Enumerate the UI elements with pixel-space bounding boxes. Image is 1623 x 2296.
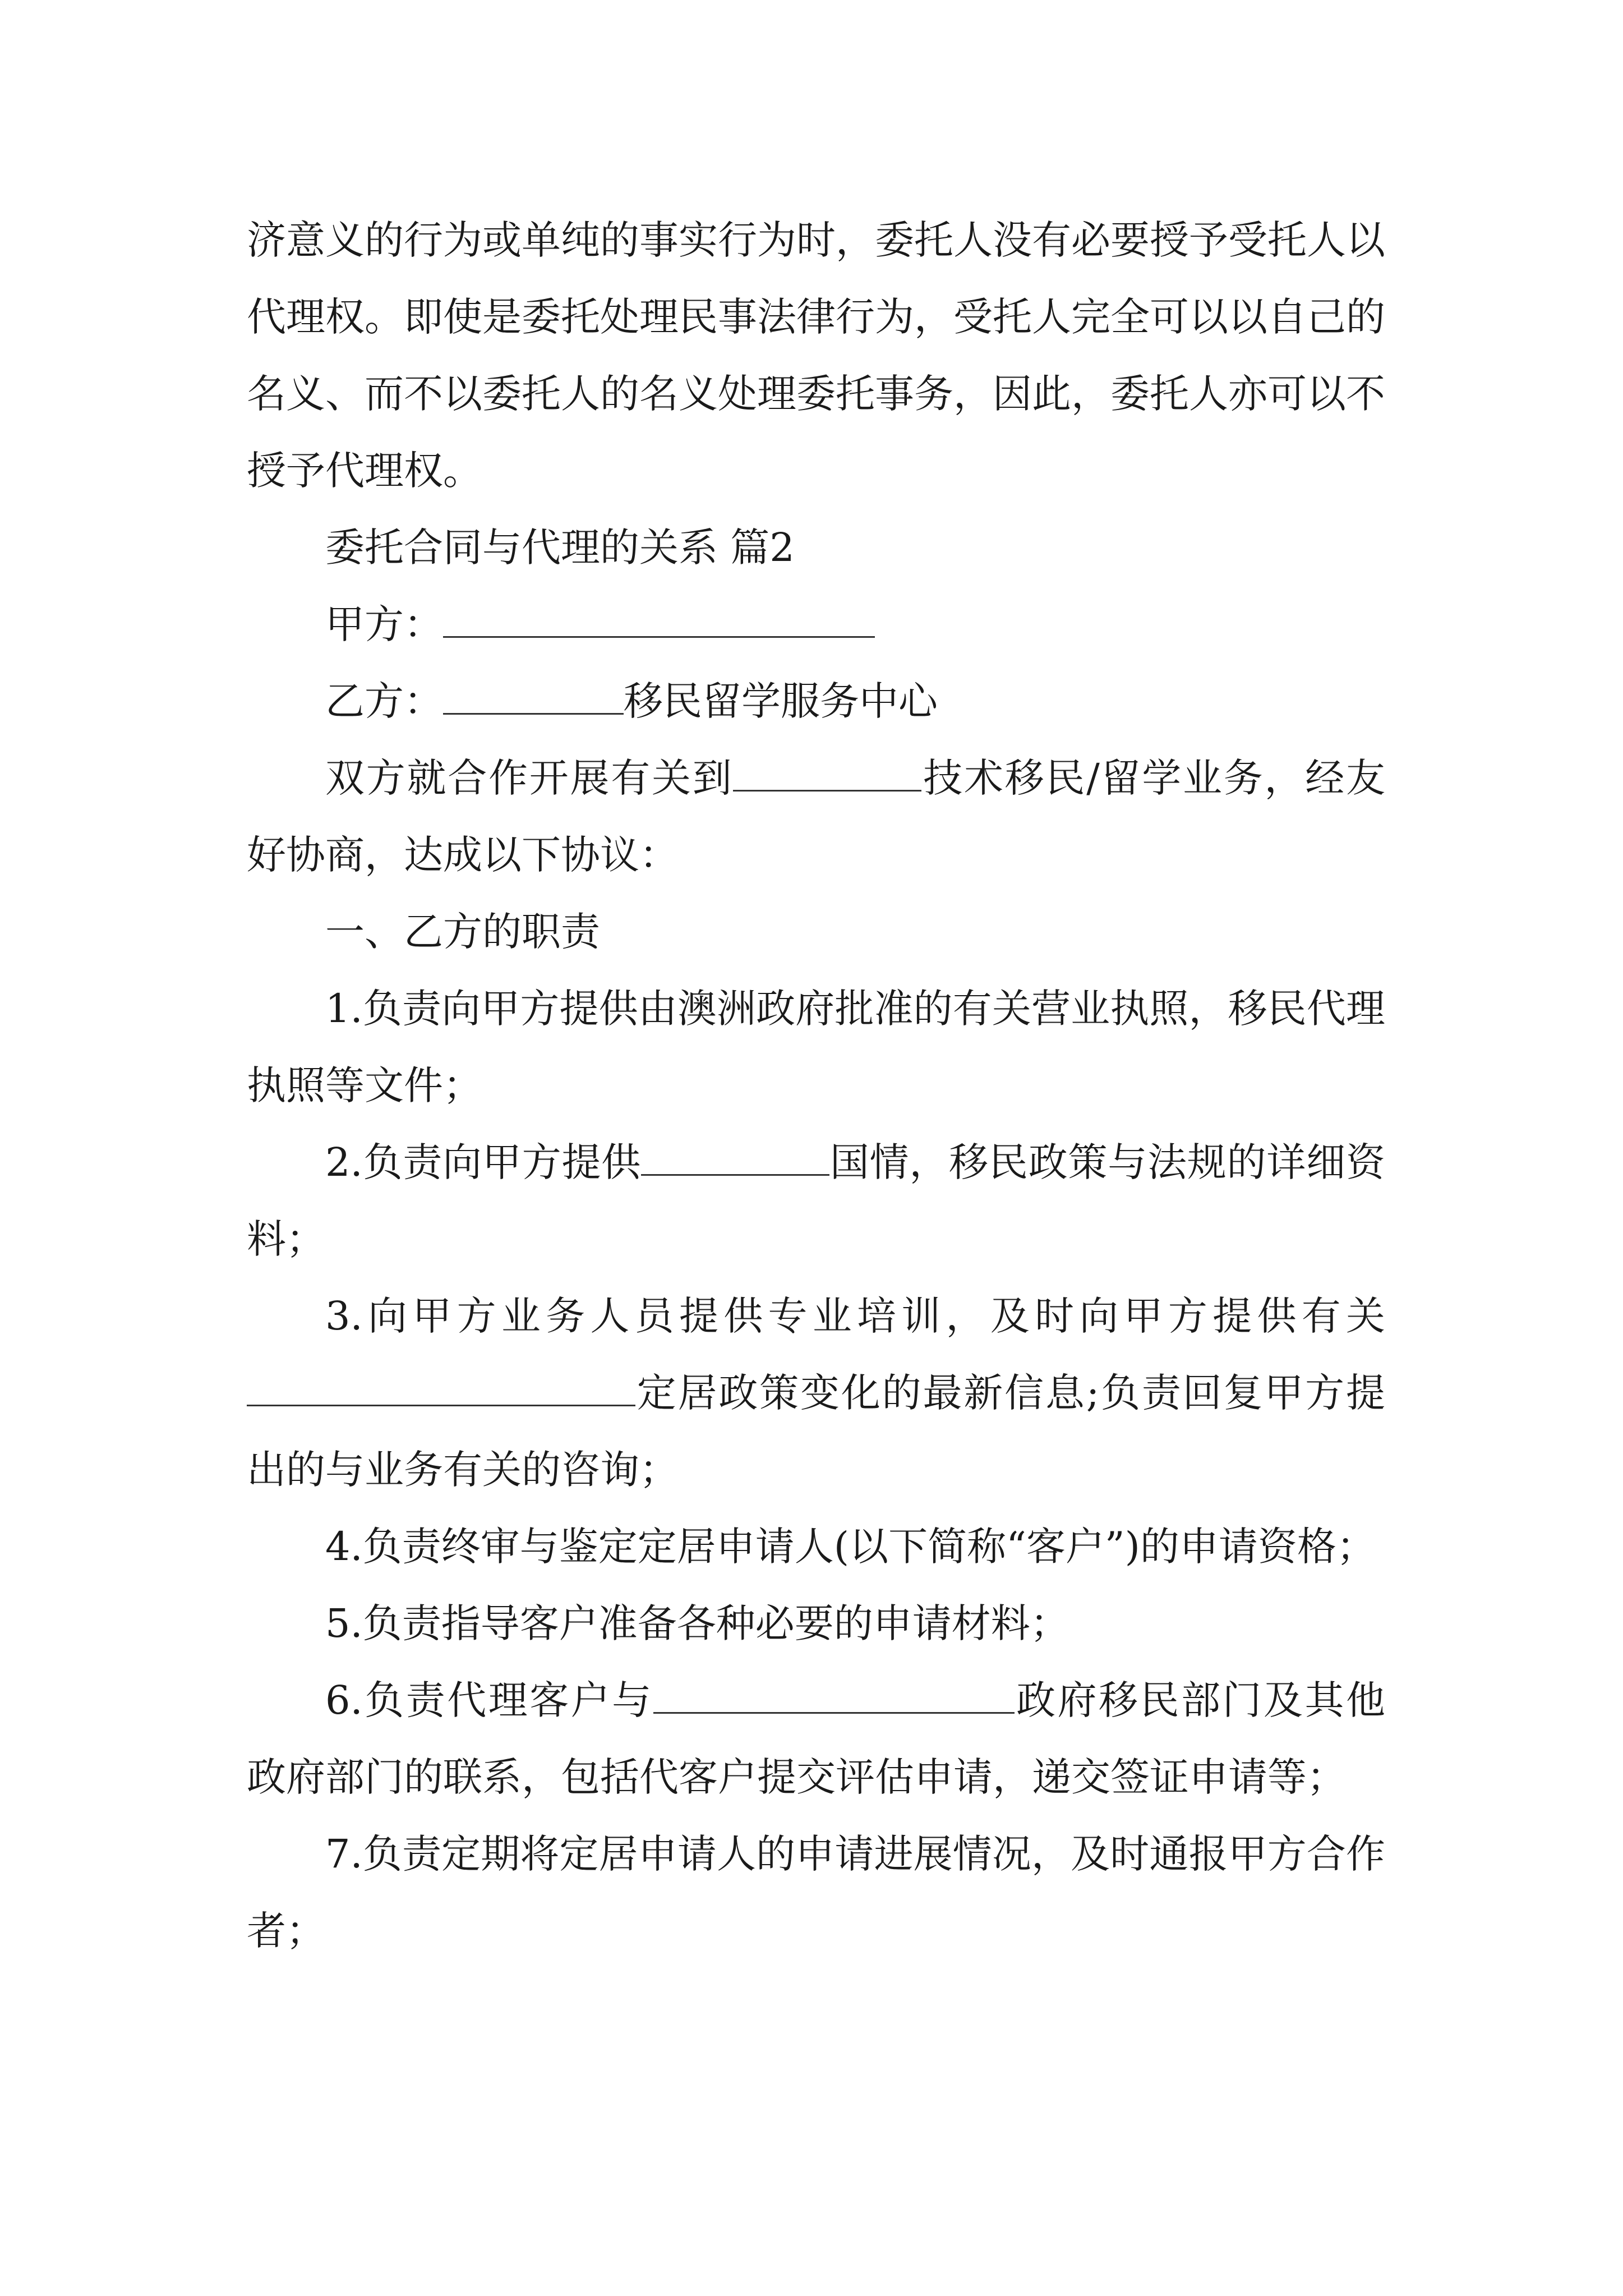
- duties-heading: [247, 894, 1385, 970]
- duty-item-1-text: 1.负责向甲方提供由澳洲政府批准的有关营业执照，移民代理执照等文件；: [247, 986, 1385, 1108]
- preamble-after: 技术移民/留学业务，经友好协商，达成以下协议：: [247, 755, 1386, 878]
- duty-item-1: [247, 970, 1385, 1124]
- duty-item-2-before: 2.负责向甲方提供: [325, 1139, 642, 1185]
- party-a-label: 甲方：: [325, 601, 443, 647]
- duty-item-5-text: 5.负责指导客户准备各种必要的申请材料；: [325, 1600, 1069, 1646]
- policy-country-blank: [247, 1369, 635, 1406]
- duties-heading-text: 一、乙方的职责: [325, 909, 600, 955]
- duty-item-6-after: 政府移民部门及其他政府部门的联系，包括代客户提交评估申请，递交签证申请等；: [247, 1677, 1385, 1800]
- party-b-line: [247, 663, 1385, 740]
- duty-item-3-before: 3.向甲方业务人员提供专业培训，及时向甲方提供有关: [325, 1293, 1385, 1339]
- duty-item-7-text: 7.负责定期将定居申请人的申请进展情况，及时通报甲方合作者；: [247, 1831, 1385, 1954]
- party-b-name: 移民留学服务中心: [624, 678, 938, 724]
- duty-item-5: [247, 1585, 1385, 1662]
- duty-item-7: [247, 1816, 1385, 1970]
- destination-blank: [733, 754, 921, 792]
- duty-item-3-after: 定居政策变化的最新信息;负责回复甲方提出的与业务有关的咨询；: [247, 1370, 1385, 1493]
- party-b-blank: [443, 678, 624, 715]
- party-b-label: 乙方：: [325, 678, 443, 724]
- duty-item-4: [247, 1508, 1385, 1585]
- party-a-blank: [443, 601, 875, 638]
- preamble-paragraph: [247, 740, 1385, 894]
- party-a-line: [247, 586, 1385, 663]
- duty-item-2: [247, 1124, 1385, 1278]
- intro-paragraph: [247, 202, 1385, 509]
- duty-item-4-text: 4.负责终审与鉴定定居申请人(以下简称“客户”)的申请资格；: [325, 1524, 1376, 1570]
- government-blank: [653, 1677, 1015, 1714]
- duty-item-2-after: 国情，移民政策与法规的详细资料；: [247, 1139, 1385, 1262]
- intro-text: 济意义的行为或单纯的事实行为时，委托人没有必要授予受托人以代理权。即使是委托处理民事法律行为，受托人完全可以以自己的名义、而不以委托人的名义处理委托事务，因此，委托人亦可以不授予代理权。: [247, 217, 1385, 494]
- document-page: [247, 202, 1385, 1970]
- duty-item-6: [247, 1662, 1385, 1816]
- duty-item-6-before: 6.负责代理客户与: [325, 1677, 653, 1723]
- country-blank: [641, 1139, 829, 1176]
- duty-item-3: [247, 1278, 1385, 1508]
- section-heading-text: 委托合同与代理的关系 篇2: [325, 524, 795, 570]
- section-heading: [247, 509, 1385, 586]
- preamble-before: 双方就合作开展有关到: [325, 755, 734, 801]
